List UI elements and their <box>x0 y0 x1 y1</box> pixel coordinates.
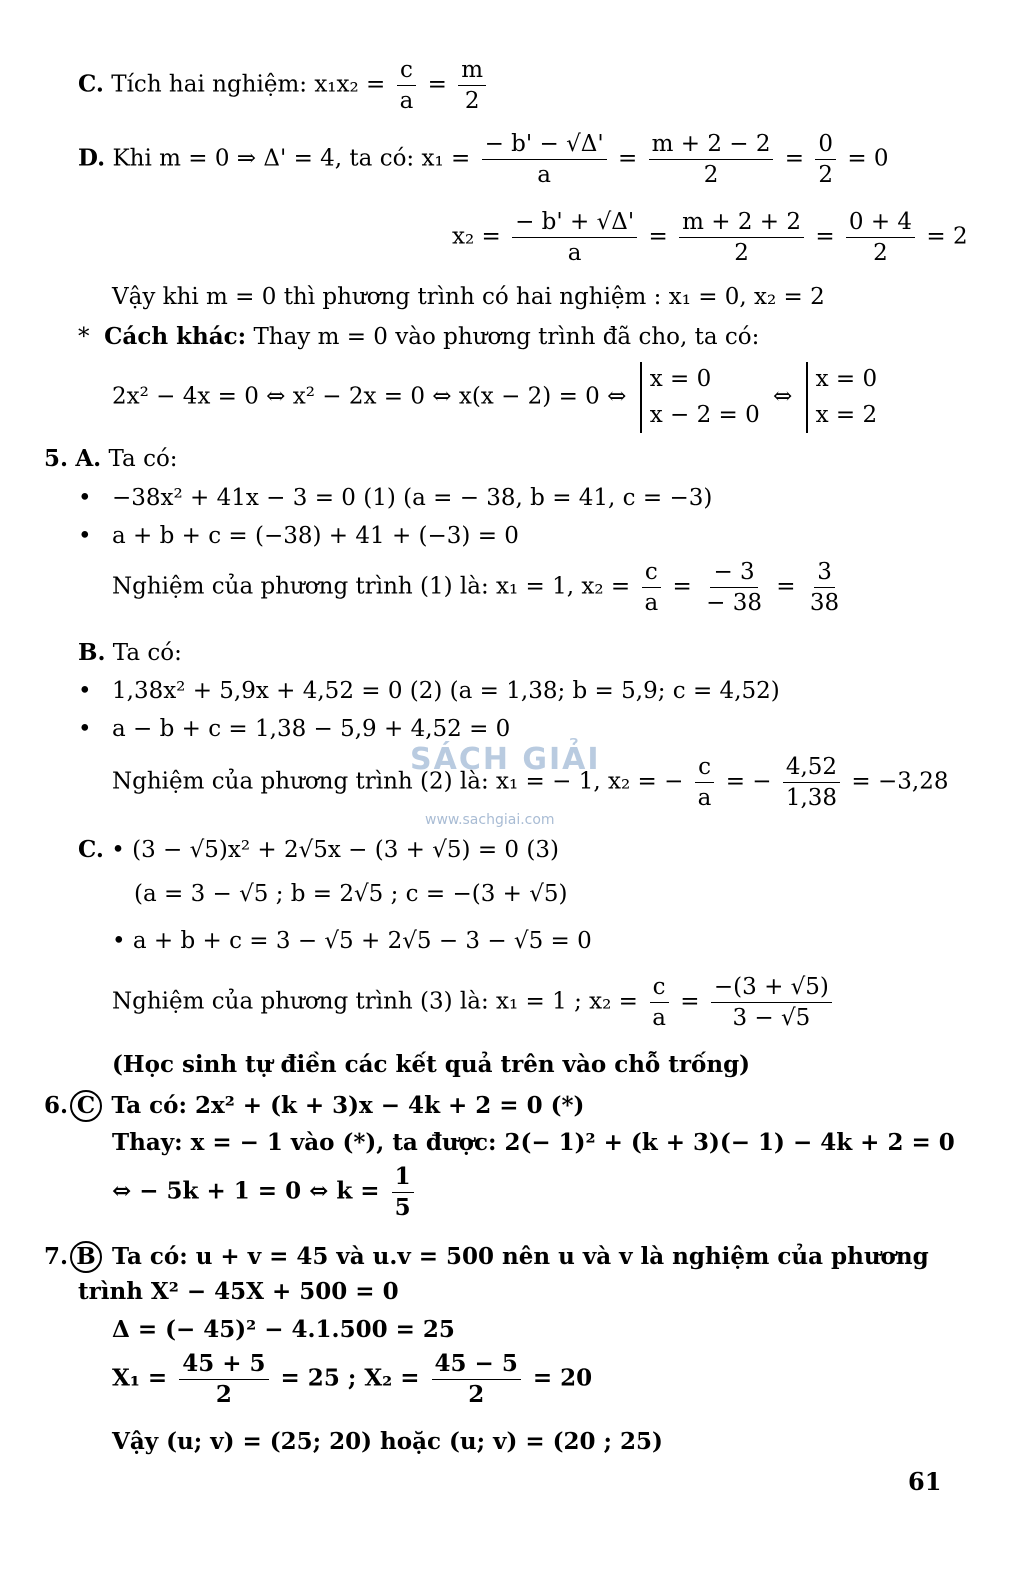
bullet: • <box>78 485 92 511</box>
q7-frac-1: $\frac{45 + 5}{2}$ <box>179 1352 268 1407</box>
q5-a-frac-1: $\frac{c}{a}$ <box>642 560 662 615</box>
q5-b-heading: B. Ta có: <box>78 639 182 666</box>
q4c-frac-2: $\frac{m}{2}$ <box>458 58 486 113</box>
bullet: • <box>78 678 92 704</box>
q4d-x2-frac-2: $\frac{m + 2 + 2}{2}$ <box>679 210 804 265</box>
q5-b-frac-2: $\frac{4,52}{1,38}$ <box>783 755 840 810</box>
q5-c-note: (Học sinh tự điền các kết quả trên vào chỗ trống) <box>112 1051 751 1078</box>
q6-answer-circle: C <box>70 1090 102 1122</box>
q5-b-root: Nghiệm của phương trình (2) là: x₁ = − 1, x₂ = − $\frac{c}{a}$ = − $\frac{4,52}{1,38}$ = −3,28 <box>112 754 949 812</box>
q5-a-heading: 5. A. Ta có: <box>44 445 178 472</box>
q5-c-frac-2: $\frac{-(3 + √5)}{3 - √5}$ <box>711 975 832 1030</box>
q5-b-frac-1: $\frac{c}{a}$ <box>695 755 715 810</box>
q7-line-4: X₁ = $\frac{45 + 5}{2}$ = 25 ; X₂ = $\frac{45 - 5}{2}$ = 20 <box>112 1350 593 1409</box>
watermark-brand: SÁCH GIẢI <box>410 742 601 777</box>
q4d-alt-label: Cách khác: <box>104 323 247 350</box>
q4d-line-x1: D. Khi m = 0 ⇒ Δ' = 4, ta có: x₁ = $\frac{- b' - √\Delta'}{a}$ = $\frac{m + 2 - 2}{2}$ = $\frac{0}{2}$ = 0 <box>78 131 889 189</box>
q5-b-bullet-1: 1,38x² + 5,9x + 4,52 = 0 (2) (a = 1,38; b = 5,9; c = 4,52) <box>112 678 780 704</box>
watermark-url: www.sachgiai.com <box>425 812 555 828</box>
q7-line-1: 7. B Ta có: u + v = 45 và u.v = 500 nên u và v là nghiệm của phương <box>44 1241 929 1273</box>
q4d-x1-frac-1: $\frac{- b' - √\Delta'}{a}$ <box>482 132 607 187</box>
bullet: • <box>78 716 92 742</box>
q4c-lhs: x₁x₂ = <box>314 71 386 98</box>
page-number: 61 <box>908 1467 942 1496</box>
q7-line-5: Vậy (u; v) = (25; 20) hoặc (u; v) = (20 ; 25) <box>112 1428 663 1455</box>
q6-line-1: 6. C Ta có: 2x² + (k + 3)x − 4k + 2 = 0 (*) <box>44 1090 584 1122</box>
q6-frac: $\frac{1}{5}$ <box>392 1165 414 1220</box>
q7-answer-circle: B <box>70 1241 102 1273</box>
q5-a-bullet-1: −38x² + 41x − 3 = 0 (1) (a = − 38, b = 41, c = −3) <box>112 485 713 511</box>
q4d-x1-frac-2: $\frac{m + 2 - 2}{2}$ <box>649 132 774 187</box>
q7-frac-2: $\frac{45 - 5}{2}$ <box>432 1352 521 1407</box>
q4d-text: Khi m = 0 ⇒ Δ' = 4, ta có: <box>112 145 415 172</box>
q5-a-bullet-2: a + b + c = (−38) + 41 + (−3) = 0 <box>112 523 519 549</box>
q5-b-bullet-2: a − b + c = 1,38 − 5,9 + 4,52 = 0 <box>112 716 511 742</box>
q4d-alt-line: * Cách khác: Thay m = 0 vào phương trình đã cho, ta có: <box>78 323 760 350</box>
q4d-system-2: x = 0 x = 2 <box>806 362 878 433</box>
q5-a-frac-3: $\frac{3}{38}$ <box>809 559 840 617</box>
q5-c-root: Nghiệm của phương trình (3) là: x₁ = 1 ; x₂ = $\frac{c}{a}$ = $\frac{-(3 + √5)}{3 - √5}$ <box>112 975 836 1030</box>
q4d-label: D. <box>78 144 106 172</box>
q4c-label: C. <box>78 70 104 98</box>
q5-c-line-1: C. • (3 − √5)x² + 2√5x − (3 + √5) = 0 (3) <box>78 836 559 863</box>
q4d-conclusion: Vậy khi m = 0 thì phương trình có hai nghiệm : x₁ = 0, x₂ = 2 <box>112 284 825 310</box>
q4d-x1-frac-3: $\frac{0}{2}$ <box>815 132 836 187</box>
q5-c-frac-1: $\frac{c}{a}$ <box>649 975 669 1030</box>
q5-a-frac-2: $\frac{- 3}{- 38}$ <box>706 559 762 617</box>
q5-c-coefficients: (a = 3 − √5 ; b = 2√5 ; c = −(3 + √5) <box>134 881 568 907</box>
bullet: • <box>78 523 92 549</box>
q4d-system-1: x = 0 x − 2 = 0 <box>640 362 760 433</box>
q4d-x2-frac-1: $\frac{- b' + √\Delta'}{a}$ <box>512 210 637 265</box>
q4d-line-x2: x₂ = $\frac{- b' + √\Delta'}{a}$ = $\frac{m + 2 + 2}{2}$ = $\frac{0 + 4}{2}$ = 2 <box>452 209 968 267</box>
q6-line-2: Thay: x = − 1 vào (*), ta được: 2(− 1)² + (k + 3)(− 1) − 4k + 2 = 0 <box>112 1129 955 1156</box>
q5-c-line-2: • a + b + c = 3 − √5 + 2√5 − 3 − √5 = 0 <box>112 928 592 954</box>
q7-line-2: trình X² − 45X + 500 = 0 <box>78 1278 399 1305</box>
q6-line-3: ⇔ − 5k + 1 = 0 ⇔ k = $\frac{1}{5}$ <box>112 1165 418 1220</box>
q7-line-3: Δ = (− 45)² − 4.1.500 = 25 <box>112 1316 455 1343</box>
q4c-line: C. Tích hai nghiệm: x₁x₂ = $\frac{c}{a}$ = $\frac{m}{2}$ <box>78 58 490 113</box>
q4c-text: Tích hai nghiệm: <box>111 71 308 98</box>
q5-a-root: Nghiệm của phương trình (1) là: x₁ = 1, x₂ = $\frac{c}{a}$ = $\frac{- 3}{- 38}$ = $\frac{3}{38}$ <box>112 560 846 615</box>
q4d-alt-equation: 2x² − 4x = 0 ⇔ x² − 2x = 0 ⇔ x(x − 2) = 0 ⇔ x = 0 x − 2 = 0 ⇔ x = 0 x = 2 <box>112 362 883 433</box>
q4c-frac-1: $\frac{c}{a}$ <box>397 58 417 113</box>
q4d-x2-frac-3: $\frac{0 + 4}{2}$ <box>846 210 915 265</box>
